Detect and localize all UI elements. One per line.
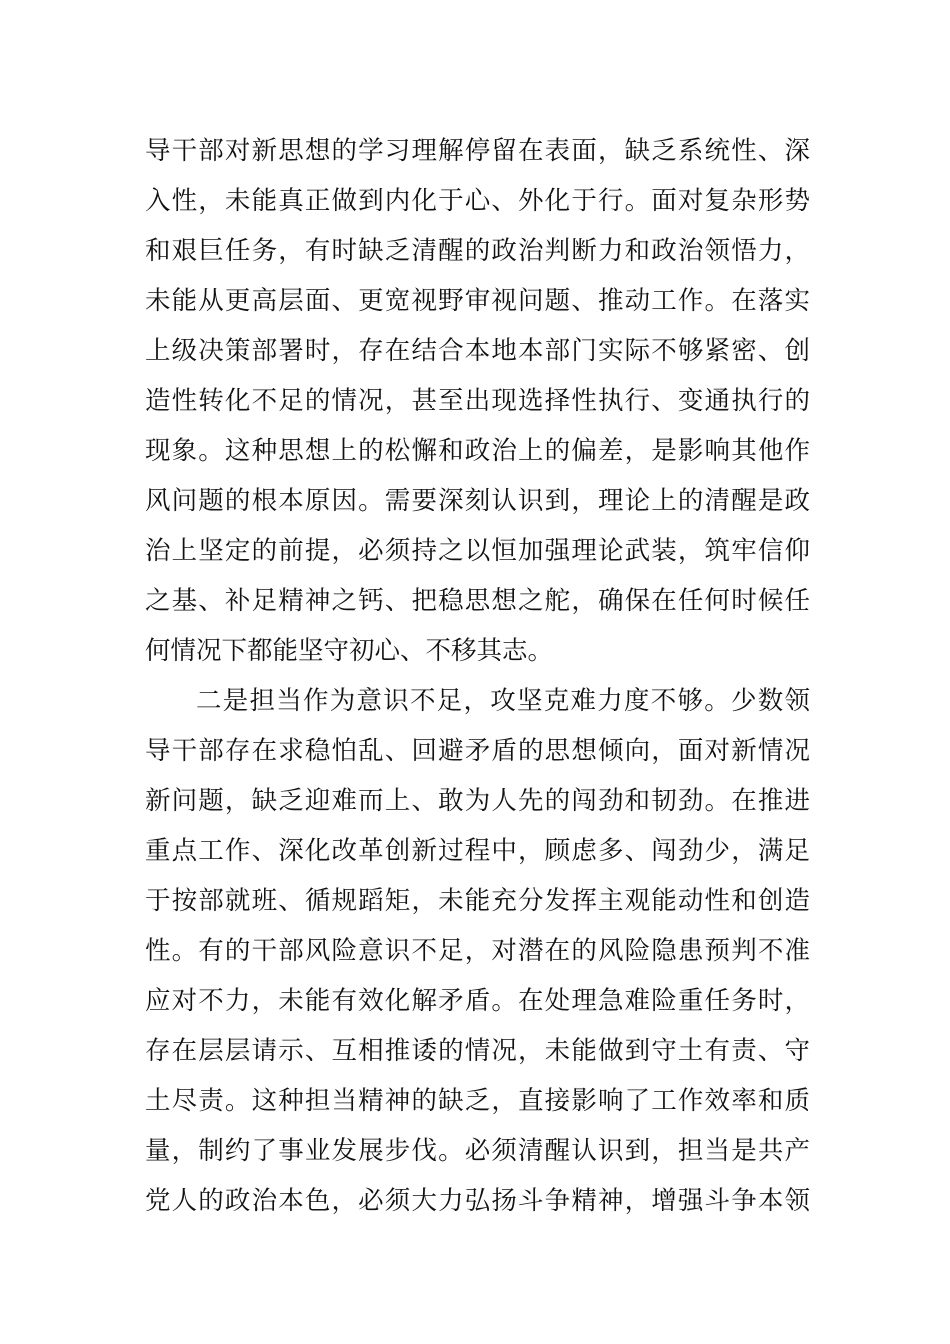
text-line: 新问题，缺乏迎难而上、敢为人先的闯劲和韧劲。在推进	[145, 786, 810, 816]
paragraph-2	[145, 676, 810, 1226]
text-line: 风问题的根本原因。需要深刻认识到，理论上的清醒是政	[145, 486, 810, 516]
text-line: 治上坚定的前提，必须持之以恒加强理论武装，筑牢信仰	[145, 536, 810, 566]
text-line: 和艰巨任务，有时缺乏清醒的政治判断力和政治领悟力，	[145, 236, 810, 266]
text-line: 之基、补足精神之钙、把稳思想之舵，确保在任何时候任	[145, 586, 810, 616]
text-line: 导干部存在求稳怕乱、回避矛盾的思想倾向，面对新情况	[145, 736, 810, 766]
text-line: 应对不力，未能有效化解矛盾。在处理急难险重任务时，	[145, 986, 810, 1016]
text-line: 存在层层请示、互相推诿的情况，未能做到守土有责、守	[145, 1036, 810, 1066]
text-line: 现象。这种思想上的松懈和政治上的偏差，是影响其他作	[145, 436, 810, 466]
text-line: 性。有的干部风险意识不足，对潜在的风险隐患预判不准	[145, 936, 810, 966]
text-line: 量，制约了事业发展步伐。必须清醒认识到，担当是共产	[145, 1136, 810, 1166]
text-line: 未能从更高层面、更宽视野审视问题、推动工作。在落实	[145, 286, 810, 316]
text-line: 导干部对新思想的学习理解停留在表面，缺乏系统性、深	[145, 136, 810, 166]
text-line: 二是担当作为意识不足，攻坚克难力度不够。少数领	[196, 686, 810, 716]
text-line: 上级决策部署时，存在结合本地本部门实际不够紧密、创	[145, 336, 810, 366]
paragraph-1	[145, 126, 810, 676]
text-line: 党人的政治本色，必须大力弘扬斗争精神，增强斗争本领	[145, 1186, 810, 1216]
text-line: 重点工作、深化改革创新过程中，顾虑多、闯劲少，满足	[145, 836, 810, 866]
text-line: 造性转化不足的情况，甚至出现选择性执行、变通执行的	[145, 386, 810, 416]
document-body	[145, 126, 810, 1226]
text-line: 土尽责。这种担当精神的缺乏，直接影响了工作效率和质	[145, 1086, 810, 1116]
text-line: 于按部就班、循规蹈矩，未能充分发挥主观能动性和创造	[145, 886, 810, 916]
text-line: 入性，未能真正做到内化于心、外化于行。面对复杂形势	[145, 186, 810, 216]
text-line: 何情况下都能坚守初心、不移其志。	[145, 636, 554, 666]
